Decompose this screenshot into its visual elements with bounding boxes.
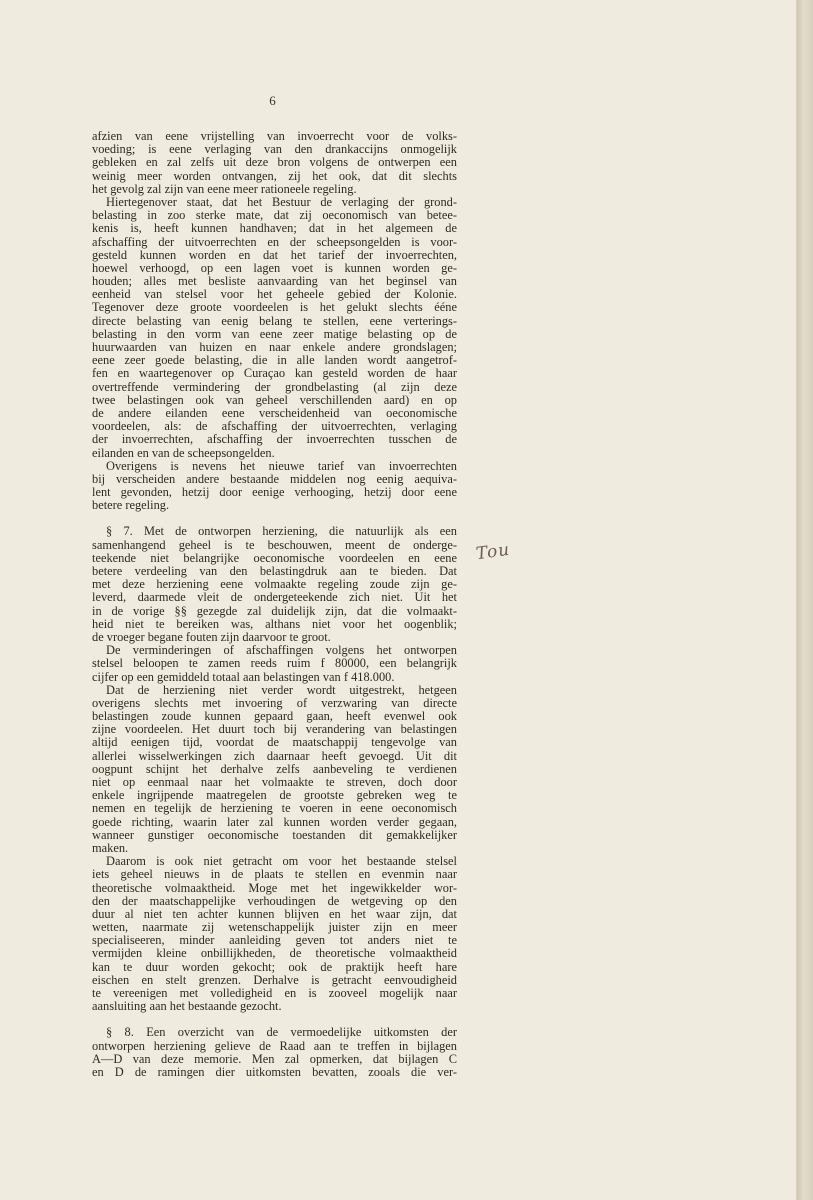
text-line: het gevolg zal zijn van eene meer rationeele regeling.	[92, 181, 357, 196]
text-line: wanneer gunstiger oeconomische toestanden dit gemakkelijker	[92, 827, 457, 842]
text-line: aansluiting aan het bestaande gezocht.	[92, 999, 282, 1014]
text-line: duur al niet ten achter kunnen blijven en het waar zijn, dat	[92, 906, 457, 921]
text-line: Overigens is nevens het nieuwe tarief van invoerrechten	[106, 458, 457, 473]
text-line: oogpunt schijnt het derhalve zelfs aanbeveling te verdienen	[92, 761, 457, 776]
text-line: den der maatschappelijke verhoudingen de wetgeving op den	[92, 893, 457, 908]
text-line: betere verdeeling van den belastingdruk aan te bieden. Dat	[92, 564, 457, 578]
text-line: § 8. Een overzicht van de vermoedelijke uitkomsten der	[106, 1025, 457, 1040]
text-line: Tegenover deze groote voordeelen is het gelukt slechts ééne	[92, 300, 457, 315]
text-line: eenheid van stelsel voor het geheele gebied der Kolonie.	[92, 287, 457, 302]
text-line: zijne voordeelen. Het duurt toch bij verandering van belastingen	[92, 722, 457, 737]
text-line: gesteld kunnen worden en dat het tarief der invoerrechten,	[92, 247, 457, 262]
text-line: met deze herziening eene volmaakte regeling zoude zijn ge-	[92, 577, 457, 592]
text-line: niet op eenmaal naar het volmaakte te streven, doch door	[92, 775, 457, 789]
text-line: allerlei wisselwerkingen zich daarnaar heeft gevoegd. Uit dit	[92, 748, 457, 763]
text-line: maken.	[92, 840, 129, 855]
page-number: 6	[269, 93, 276, 108]
text-line: belastingen zoude kunnen gepaard gaan, heeft evenwel ook	[92, 709, 457, 724]
text-line: ontworpen herziening gelieve de Raad aan te treffen in bijlagen	[92, 1038, 457, 1053]
text-line: wetten, naarmate zij wetenschappelijk juister zijn en meer	[92, 920, 457, 935]
text-line: De verminderingen of afschaffingen volgens het ontworpen	[106, 643, 457, 658]
text-line: eischen en stelt grenzen. Derhalve is getracht eenvoudigheid	[92, 972, 457, 987]
text-line: fen en waartegenover op Curaçao kan gesteld worden de haar	[92, 366, 457, 381]
text-line: stelsel beloopen te zamen reeds ruim f 80000, een belangrijk	[92, 656, 457, 671]
text-line: Hiertegenover staat, dat het Bestuur de verlaging der grond-	[106, 194, 457, 209]
text-line: teekende niet belangrijke oeconomische voordeelen en eene	[92, 550, 457, 565]
text-line: iets geheel nieuws in de plaats te stellen en evenmin naar	[92, 867, 457, 882]
text-line: en D de ramingen dier uitkomsten bevatten, zooals die ver-	[92, 1064, 457, 1079]
text-line: kan te duur worden gekocht; ook de praktijk heeft hare	[92, 959, 457, 974]
text-line: overtreffende vermindering der grondbelasting (al zijn deze	[92, 379, 457, 394]
text-line: bij verscheiden andere bestaande middelen nog eenig aequiva-	[92, 471, 457, 486]
text-line: altijd eenigen tijd, voordat de maatschappij tengevolge van	[92, 735, 457, 750]
text-line: weinig meer worden ontvangen, zij het ook, dat dit slechts	[92, 168, 457, 183]
text-line: twee belastingen ook van geheel verschillenden aard) en op	[92, 392, 457, 407]
text-line: leverd, daarmede vleit de ondergeteekende zich niet. Uit het	[92, 590, 457, 605]
text-line: § 7. Met de ontworpen herziening, die natuurlijk als een	[106, 524, 457, 539]
text-line: kenis is, heeft kunnen handhaven; dat in het algemeen de	[92, 221, 457, 236]
text-line: gebleken en zal zelfs uit deze bron volgens de ontwerpen een	[92, 155, 457, 170]
text-line: in de vorige §§ gezegde zal duidelijk zijn, dat die volmaakt-	[92, 603, 457, 618]
text-line: Daarom is ook niet getracht om voor het bestaande stelsel	[106, 854, 457, 869]
text-line: cijfer op een gemiddeld totaal aan belastingen van f 418.000.	[92, 669, 395, 684]
text-line: voordeelen, als: de afschaffing der uitvoerrechten, verlaging	[92, 419, 457, 434]
text-line: hoewel verhoogd, op een lagen voet is kunnen worden ge-	[92, 260, 457, 275]
text-line: specialiseeren, minder aanleiding geven tot anders niet te	[92, 933, 457, 948]
text-line: der invoerrechten, afschaffing der invoerrechten tusschen de	[92, 432, 457, 447]
text-line: overigens slechts met invoering of verzwaring van directe	[92, 695, 457, 710]
text-line: belasting in zoo sterke mate, dat zij oeconomisch van betee-	[92, 208, 457, 223]
page-edge	[797, 0, 813, 1200]
text-line: eilanden en van de scheepsongelden.	[92, 445, 275, 460]
text-line: belasting in den vorm van eene zeer matige belasting op de	[92, 326, 457, 341]
text-line: afzien van eene vrijstelling van invoerrecht voor de volks-	[92, 129, 457, 143]
text-section	[92, 130, 457, 512]
text-line: nemen en tegelijk de herziening te voeren in eene oeconomisch	[92, 801, 457, 816]
text-line: afschaffing der uitvoerrechten en der scheepsongelden is voor-	[92, 234, 457, 249]
handwritten-margin-note: Tou	[474, 539, 512, 565]
text-line: houden; alles met besliste aanvaarding van het beginsel van	[92, 274, 457, 289]
text-line: samenhangend geheel is te beschouwen, meent de onderge-	[92, 537, 457, 552]
text-line: de andere eilanden eene verscheidenheid van oeconomische	[92, 405, 457, 420]
text-line: directe belasting van eenig belang te stellen, eene verterings-	[92, 313, 457, 328]
text-line: eene zeer goede belasting, die in alle landen wordt aangetrof-	[92, 353, 457, 368]
text-line: heid niet te bereiken was, althans niet voor het oogenblik;	[92, 616, 457, 631]
text-line: voeding; is eene verlaging van den drankaccijns onmogelijk	[92, 142, 457, 157]
text-line: theoretische volmaaktheid. Moge met het ingewikkelder wor-	[92, 880, 457, 895]
text-line: betere regeling.	[92, 498, 170, 513]
text-line: enkele ingrijpende maatregelen de grootste gebreken weg te	[92, 788, 457, 803]
text-line: de vroeger begane fouten zijn daarvoor te groot.	[92, 629, 331, 644]
text-section	[92, 525, 457, 1013]
text-line: goede richting, waarin later zal kunnen worden verder gegaan,	[92, 814, 457, 829]
text-line: lent gevonden, hetzij door eenige verhooging, hetzij door eene	[92, 485, 457, 500]
body-text	[92, 130, 457, 1079]
text-section	[92, 1026, 457, 1079]
text-line: Dat de herziening niet verder wordt uitgestrekt, hetgeen	[106, 682, 457, 697]
text-line: A—D van deze memorie. Men zal opmerken, dat bijlagen C	[92, 1051, 457, 1066]
text-line: huurwaarden van huizen en naar enkele andere grondslagen;	[92, 340, 457, 354]
text-line: vermijden kleine onbillijkheden, de theoretische volmaaktheid	[92, 946, 457, 961]
text-line: te vereenigen met volledigheid en is zooveel mogelijk naar	[92, 986, 457, 1000]
